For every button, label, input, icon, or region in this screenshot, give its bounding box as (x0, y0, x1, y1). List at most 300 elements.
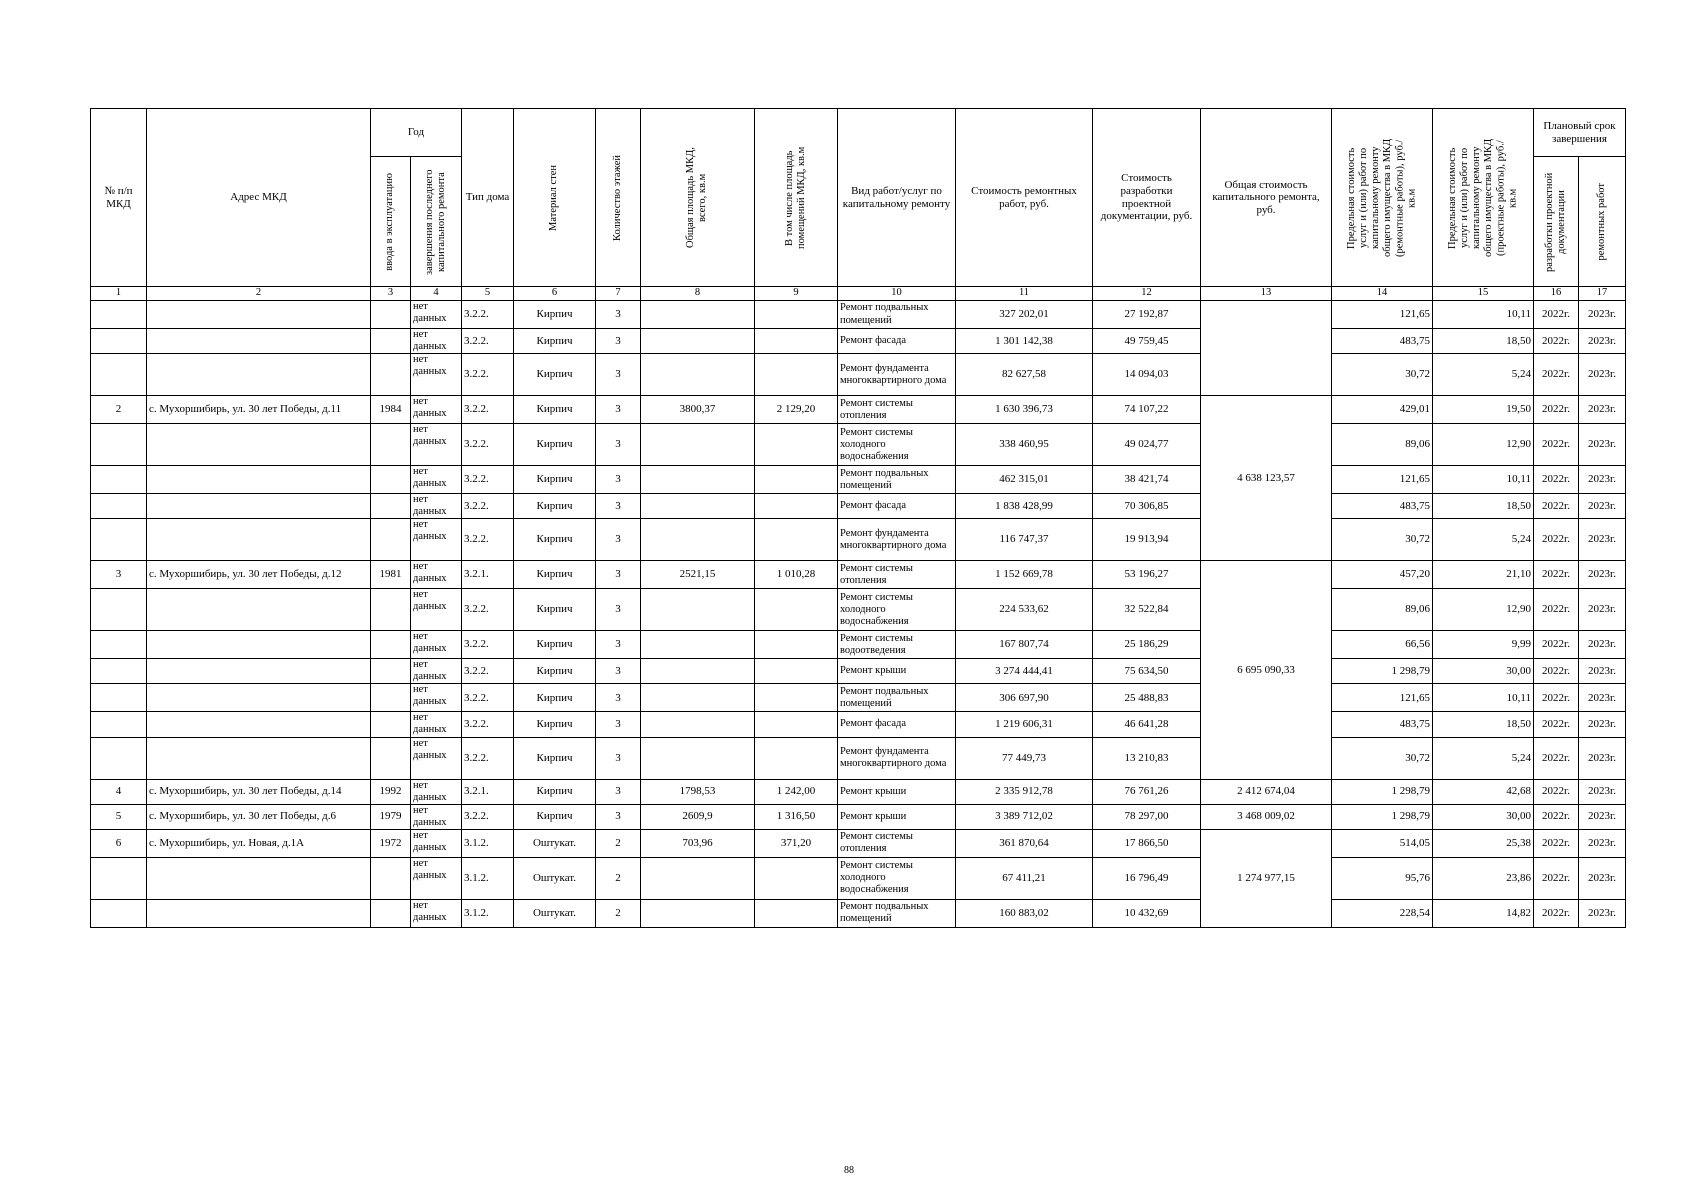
total-cost-cell: 4 638 123,57 (1201, 396, 1332, 561)
floors-cell: 3 (596, 589, 641, 631)
header-limit-design: Предельная стоимость услуг и (или) работ по капитальному ремонту общего имущества в МКД (проектные работы), руб./кв.м (1433, 109, 1534, 287)
wall-material-cell: Кирпич (514, 561, 596, 589)
table-row (91, 631, 1626, 659)
design-cost-cell: 70 306,85 (1093, 494, 1201, 519)
limit-design-cell: 42,68 (1433, 779, 1534, 804)
year-commission-cell (371, 712, 411, 737)
premises-area-cell: 2 129,20 (755, 396, 838, 424)
repair-cost-cell: 2 335 912,78 (956, 779, 1093, 804)
deadline-repair-cell: 2023г. (1579, 329, 1626, 354)
wall-material-cell: Кирпич (514, 804, 596, 829)
table-row (91, 712, 1626, 737)
deadline-design-cell: 2022г. (1534, 779, 1579, 804)
wall-material-cell: Кирпич (514, 396, 596, 424)
address-cell: с. Мухоршибирь, ул. 30 лет Победы, д.11 (147, 396, 371, 424)
table-row (91, 829, 1626, 857)
limit-repair-cell: 30,72 (1332, 737, 1433, 779)
floors-cell: 3 (596, 684, 641, 712)
wall-material-cell: Кирпич (514, 519, 596, 561)
total-area-cell (641, 354, 755, 396)
address-cell (147, 354, 371, 396)
address-cell (147, 737, 371, 779)
year-commission-cell (371, 659, 411, 684)
deadline-repair-cell: 2023г. (1579, 354, 1626, 396)
total-area-cell: 1798,53 (641, 779, 755, 804)
limit-design-cell: 30,00 (1433, 804, 1534, 829)
deadline-repair-cell: 2023г. (1579, 494, 1626, 519)
limit-repair-cell: 1 298,79 (1332, 659, 1433, 684)
row-number (91, 424, 147, 466)
header-design-cost: Стоимость разработки проектной документации, руб. (1093, 109, 1201, 287)
premises-area-cell (755, 494, 838, 519)
premises-area-cell (755, 712, 838, 737)
premises-area-cell (755, 354, 838, 396)
address-cell: с. Мухоршибирь, ул. 30 лет Победы, д.14 (147, 779, 371, 804)
house-type-cell: 3.1.2. (462, 857, 514, 899)
table-row (91, 779, 1626, 804)
year-last-repair-cell: нет данных (411, 424, 462, 466)
address-cell (147, 684, 371, 712)
total-cost-cell: 2 412 674,04 (1201, 779, 1332, 804)
limit-design-cell: 18,50 (1433, 329, 1534, 354)
deadline-design-cell: 2022г. (1534, 494, 1579, 519)
repair-cost-cell: 67 411,21 (956, 857, 1093, 899)
deadline-repair-cell: 2023г. (1579, 519, 1626, 561)
repair-cost-cell: 167 807,74 (956, 631, 1093, 659)
floors-cell: 3 (596, 659, 641, 684)
year-last-repair-cell: нет данных (411, 779, 462, 804)
total-area-cell (641, 631, 755, 659)
limit-design-cell: 21,10 (1433, 561, 1534, 589)
house-type-cell: 3.2.2. (462, 659, 514, 684)
capital-repair-table (90, 108, 1626, 928)
house-type-cell: 3.1.2. (462, 829, 514, 857)
year-last-repair-cell: нет данных (411, 466, 462, 494)
premises-area-cell (755, 589, 838, 631)
limit-repair-cell: 66,56 (1332, 631, 1433, 659)
year-commission-cell (371, 329, 411, 354)
year-last-repair-cell: нет данных (411, 899, 462, 927)
table-row (91, 737, 1626, 779)
floors-cell: 3 (596, 494, 641, 519)
work-type-cell: Ремонт фундамента многоквартирного дома (838, 519, 956, 561)
column-number: 4 (411, 287, 462, 301)
address-cell (147, 589, 371, 631)
year-commission-cell (371, 424, 411, 466)
design-cost-cell: 25 488,83 (1093, 684, 1201, 712)
limit-repair-cell: 483,75 (1332, 494, 1433, 519)
year-last-repair-cell: нет данных (411, 396, 462, 424)
work-type-cell: Ремонт фасада (838, 712, 956, 737)
total-area-cell (641, 301, 755, 329)
year-last-repair-cell: нет данных (411, 804, 462, 829)
premises-area-cell (755, 857, 838, 899)
deadline-repair-cell: 2023г. (1579, 659, 1626, 684)
floors-cell: 3 (596, 561, 641, 589)
premises-area-cell: 371,20 (755, 829, 838, 857)
column-number: 8 (641, 287, 755, 301)
limit-design-cell: 9,99 (1433, 631, 1534, 659)
year-last-repair-cell: нет данных (411, 589, 462, 631)
column-number: 15 (1433, 287, 1534, 301)
address-cell: с. Мухоршибирь, ул. 30 лет Победы, д.12 (147, 561, 371, 589)
address-cell (147, 301, 371, 329)
work-type-cell: Ремонт системы холодного водоснабжения (838, 857, 956, 899)
deadline-repair-cell: 2023г. (1579, 899, 1626, 927)
deadline-repair-cell: 2023г. (1579, 829, 1626, 857)
row-number: 2 (91, 396, 147, 424)
total-area-cell (641, 466, 755, 494)
row-number (91, 494, 147, 519)
work-type-cell: Ремонт системы отопления (838, 829, 956, 857)
design-cost-cell: 74 107,22 (1093, 396, 1201, 424)
repair-cost-cell: 77 449,73 (956, 737, 1093, 779)
work-type-cell: Ремонт фасада (838, 494, 956, 519)
limit-design-cell: 10,11 (1433, 301, 1534, 329)
design-cost-cell: 14 094,03 (1093, 354, 1201, 396)
limit-repair-cell: 89,06 (1332, 424, 1433, 466)
column-number: 2 (147, 287, 371, 301)
table-row (91, 589, 1626, 631)
wall-material-cell: Кирпич (514, 779, 596, 804)
design-cost-cell: 49 024,77 (1093, 424, 1201, 466)
floors-cell: 2 (596, 899, 641, 927)
limit-repair-cell: 228,54 (1332, 899, 1433, 927)
year-commission-cell: 1979 (371, 804, 411, 829)
row-number: 5 (91, 804, 147, 829)
limit-design-cell: 30,00 (1433, 659, 1534, 684)
repair-cost-cell: 224 533,62 (956, 589, 1093, 631)
table-row (91, 396, 1626, 424)
year-commission-cell (371, 519, 411, 561)
floors-cell: 3 (596, 329, 641, 354)
house-type-cell: 3.2.2. (462, 589, 514, 631)
row-number (91, 659, 147, 684)
total-area-cell (641, 424, 755, 466)
year-commission-cell: 1981 (371, 561, 411, 589)
total-area-cell (641, 857, 755, 899)
year-last-repair-cell: нет данных (411, 737, 462, 779)
house-type-cell: 3.2.1. (462, 779, 514, 804)
wall-material-cell: Кирпич (514, 684, 596, 712)
limit-repair-cell: 121,65 (1332, 466, 1433, 494)
floors-cell: 3 (596, 466, 641, 494)
wall-material-cell: Кирпич (514, 494, 596, 519)
year-commission-cell (371, 857, 411, 899)
wall-material-cell: Кирпич (514, 466, 596, 494)
wall-material-cell: Кирпич (514, 424, 596, 466)
repair-cost-cell: 1 152 669,78 (956, 561, 1093, 589)
year-last-repair-cell: нет данных (411, 329, 462, 354)
floors-cell: 3 (596, 804, 641, 829)
column-number: 3 (371, 287, 411, 301)
row-number (91, 589, 147, 631)
floors-cell: 3 (596, 424, 641, 466)
deadline-repair-cell: 2023г. (1579, 684, 1626, 712)
work-type-cell: Ремонт крыши (838, 779, 956, 804)
repair-cost-cell: 1 630 396,73 (956, 396, 1093, 424)
column-number: 6 (514, 287, 596, 301)
wall-material-cell: Кирпич (514, 354, 596, 396)
deadline-design-cell: 2022г. (1534, 301, 1579, 329)
row-number (91, 712, 147, 737)
repair-cost-cell: 338 460,95 (956, 424, 1093, 466)
table-row (91, 494, 1626, 519)
year-commission-cell (371, 354, 411, 396)
address-cell (147, 466, 371, 494)
house-type-cell: 3.2.2. (462, 396, 514, 424)
address-cell: с. Мухоршибирь, ул. Новая, д.1А (147, 829, 371, 857)
row-number (91, 301, 147, 329)
year-last-repair-cell: нет данных (411, 829, 462, 857)
deadline-repair-cell: 2023г. (1579, 424, 1626, 466)
deadline-design-cell: 2022г. (1534, 804, 1579, 829)
table-row (91, 899, 1626, 927)
deadline-repair-cell: 2023г. (1579, 857, 1626, 899)
deadline-design-cell: 2022г. (1534, 561, 1579, 589)
wall-material-cell: Кирпич (514, 631, 596, 659)
limit-repair-cell: 121,65 (1332, 301, 1433, 329)
limit-repair-cell: 483,75 (1332, 329, 1433, 354)
design-cost-cell: 38 421,74 (1093, 466, 1201, 494)
total-area-cell (641, 737, 755, 779)
address-cell (147, 631, 371, 659)
design-cost-cell: 27 192,87 (1093, 301, 1201, 329)
row-number: 6 (91, 829, 147, 857)
year-commission-cell (371, 684, 411, 712)
limit-repair-cell: 514,05 (1332, 829, 1433, 857)
deadline-repair-cell: 2023г. (1579, 779, 1626, 804)
header-deadline-group: Плановый срок завершения (1534, 109, 1626, 157)
limit-repair-cell: 1 298,79 (1332, 804, 1433, 829)
deadline-design-cell: 2022г. (1534, 589, 1579, 631)
wall-material-cell: Оштукат. (514, 829, 596, 857)
column-number: 16 (1534, 287, 1579, 301)
header-year-commission: ввода в эксплуатацию (371, 157, 411, 287)
total-area-cell (641, 589, 755, 631)
address-cell (147, 659, 371, 684)
work-type-cell: Ремонт фундамента многоквартирного дома (838, 354, 956, 396)
deadline-design-cell: 2022г. (1534, 659, 1579, 684)
page-number: 88 (844, 1165, 854, 1176)
design-cost-cell: 32 522,84 (1093, 589, 1201, 631)
repair-cost-cell: 327 202,01 (956, 301, 1093, 329)
header-address: Адрес МКД (147, 109, 371, 287)
row-number (91, 737, 147, 779)
year-commission-cell (371, 466, 411, 494)
limit-design-cell: 5,24 (1433, 519, 1534, 561)
design-cost-cell: 17 866,50 (1093, 829, 1201, 857)
header-num: № п/п МКД (91, 109, 147, 287)
floors-cell: 3 (596, 519, 641, 561)
row-number: 3 (91, 561, 147, 589)
year-commission-cell (371, 589, 411, 631)
premises-area-cell (755, 631, 838, 659)
total-area-cell (641, 659, 755, 684)
address-cell (147, 899, 371, 927)
design-cost-cell: 49 759,45 (1093, 329, 1201, 354)
year-commission-cell: 1984 (371, 396, 411, 424)
deadline-design-cell: 2022г. (1534, 466, 1579, 494)
total-area-cell: 2521,15 (641, 561, 755, 589)
design-cost-cell: 75 634,50 (1093, 659, 1201, 684)
limit-repair-cell: 121,65 (1332, 684, 1433, 712)
work-type-cell: Ремонт системы отопления (838, 561, 956, 589)
house-type-cell: 3.2.2. (462, 804, 514, 829)
house-type-cell: 3.2.2. (462, 466, 514, 494)
premises-area-cell (755, 659, 838, 684)
total-area-cell (641, 494, 755, 519)
deadline-repair-cell: 2023г. (1579, 466, 1626, 494)
table-row (91, 857, 1626, 899)
deadline-repair-cell: 2023г. (1579, 737, 1626, 779)
wall-material-cell: Кирпич (514, 659, 596, 684)
floors-cell: 2 (596, 829, 641, 857)
deadline-design-cell: 2022г. (1534, 737, 1579, 779)
premises-area-cell (755, 301, 838, 329)
work-type-cell: Ремонт подвальных помещений (838, 684, 956, 712)
total-cost-cell: 6 695 090,33 (1201, 561, 1332, 779)
house-type-cell: 3.2.2. (462, 631, 514, 659)
limit-design-cell: 14,82 (1433, 899, 1534, 927)
table-body (91, 301, 1626, 928)
house-type-cell: 3.2.2. (462, 737, 514, 779)
repair-cost-cell: 3 274 444,41 (956, 659, 1093, 684)
table-row (91, 354, 1626, 396)
premises-area-cell: 1 316,50 (755, 804, 838, 829)
deadline-design-cell: 2022г. (1534, 712, 1579, 737)
limit-repair-cell: 483,75 (1332, 712, 1433, 737)
address-cell: с. Мухоршибирь, ул. 30 лет Победы, д.6 (147, 804, 371, 829)
limit-repair-cell: 30,72 (1332, 519, 1433, 561)
column-number: 17 (1579, 287, 1626, 301)
limit-repair-cell: 1 298,79 (1332, 779, 1433, 804)
limit-repair-cell: 457,20 (1332, 561, 1433, 589)
deadline-repair-cell: 2023г. (1579, 589, 1626, 631)
limit-design-cell: 18,50 (1433, 712, 1534, 737)
design-cost-cell: 19 913,94 (1093, 519, 1201, 561)
column-number: 11 (956, 287, 1093, 301)
header-limit-repair: Предельная стоимость услуг и (или) работ по капитальному ремонту общего имущества в МКД (ремонтные работы), руб./кв.м (1332, 109, 1433, 287)
table-row (91, 561, 1626, 589)
premises-area-cell (755, 899, 838, 927)
year-commission-cell (371, 494, 411, 519)
header-deadline-design: разработки проектной документации (1534, 157, 1579, 287)
deadline-repair-cell: 2023г. (1579, 396, 1626, 424)
header-deadline-repair: ремонтных работ (1579, 157, 1626, 287)
year-last-repair-cell: нет данных (411, 684, 462, 712)
design-cost-cell: 25 186,29 (1093, 631, 1201, 659)
work-type-cell: Ремонт системы отопления (838, 396, 956, 424)
repair-cost-cell: 116 747,37 (956, 519, 1093, 561)
design-cost-cell: 78 297,00 (1093, 804, 1201, 829)
total-area-cell (641, 712, 755, 737)
column-number: 9 (755, 287, 838, 301)
total-area-cell (641, 519, 755, 561)
total-cost-cell (1201, 301, 1332, 396)
row-number (91, 631, 147, 659)
table-row (91, 659, 1626, 684)
house-type-cell: 3.2.2. (462, 301, 514, 329)
deadline-design-cell: 2022г. (1534, 829, 1579, 857)
year-commission-cell (371, 301, 411, 329)
house-type-cell: 3.2.1. (462, 561, 514, 589)
deadline-design-cell: 2022г. (1534, 631, 1579, 659)
table-row (91, 804, 1626, 829)
column-number: 12 (1093, 287, 1201, 301)
deadline-design-cell: 2022г. (1534, 519, 1579, 561)
column-number: 7 (596, 287, 641, 301)
header-total-cost: Общая стоимость капитального ремонта, руб. (1201, 109, 1332, 287)
premises-area-cell (755, 466, 838, 494)
table-row (91, 329, 1626, 354)
repair-cost-cell: 462 315,01 (956, 466, 1093, 494)
address-cell (147, 857, 371, 899)
wall-material-cell: Кирпич (514, 712, 596, 737)
repair-cost-cell: 306 697,90 (956, 684, 1093, 712)
table-row (91, 684, 1626, 712)
total-area-cell: 2609,9 (641, 804, 755, 829)
deadline-repair-cell: 2023г. (1579, 301, 1626, 329)
house-type-cell: 3.2.2. (462, 329, 514, 354)
year-last-repair-cell: нет данных (411, 712, 462, 737)
limit-design-cell: 12,90 (1433, 589, 1534, 631)
wall-material-cell: Кирпич (514, 589, 596, 631)
column-number: 13 (1201, 287, 1332, 301)
year-last-repair-cell: нет данных (411, 494, 462, 519)
table-row (91, 301, 1626, 329)
address-cell (147, 519, 371, 561)
header-floors: Количество этажей (596, 109, 641, 287)
repair-cost-cell: 3 389 712,02 (956, 804, 1093, 829)
house-type-cell: 3.1.2. (462, 899, 514, 927)
limit-design-cell: 25,38 (1433, 829, 1534, 857)
limit-design-cell: 23,86 (1433, 857, 1534, 899)
year-commission-cell (371, 899, 411, 927)
floors-cell: 3 (596, 396, 641, 424)
header-wall-material: Материал стен (514, 109, 596, 287)
column-number: 5 (462, 287, 514, 301)
work-type-cell: Ремонт крыши (838, 804, 956, 829)
year-last-repair-cell: нет данных (411, 519, 462, 561)
repair-cost-cell: 1 219 606,31 (956, 712, 1093, 737)
year-commission-cell (371, 631, 411, 659)
floors-cell: 2 (596, 857, 641, 899)
deadline-design-cell: 2022г. (1534, 857, 1579, 899)
wall-material-cell: Кирпич (514, 301, 596, 329)
total-area-cell (641, 899, 755, 927)
design-cost-cell: 53 196,27 (1093, 561, 1201, 589)
premises-area-cell (755, 519, 838, 561)
wall-material-cell: Оштукат. (514, 899, 596, 927)
total-area-cell: 703,96 (641, 829, 755, 857)
work-type-cell: Ремонт подвальных помещений (838, 899, 956, 927)
premises-area-cell (755, 424, 838, 466)
wall-material-cell: Оштукат. (514, 857, 596, 899)
address-cell (147, 424, 371, 466)
year-commission-cell (371, 737, 411, 779)
address-cell (147, 494, 371, 519)
column-number: 14 (1332, 287, 1433, 301)
limit-repair-cell: 429,01 (1332, 396, 1433, 424)
repair-cost-cell: 1 838 428,99 (956, 494, 1093, 519)
wall-material-cell: Кирпич (514, 737, 596, 779)
year-last-repair-cell: нет данных (411, 857, 462, 899)
row-number (91, 329, 147, 354)
design-cost-cell: 13 210,83 (1093, 737, 1201, 779)
limit-design-cell: 12,90 (1433, 424, 1534, 466)
column-number: 1 (91, 287, 147, 301)
